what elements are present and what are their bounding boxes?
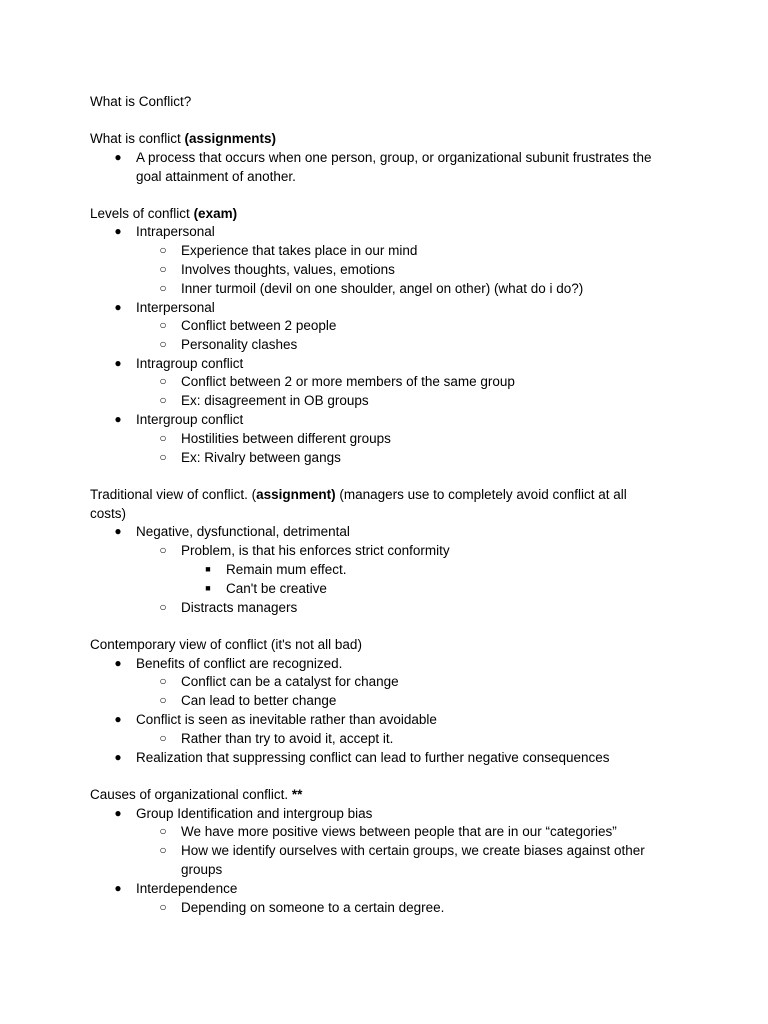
list-item: ○ We have more positive views between people that are in our “categories” xyxy=(181,822,768,841)
document-title: What is Conflict? xyxy=(90,94,192,109)
hollow-bullet-icon: ○ xyxy=(159,262,167,276)
section-heading-causes: Causes of organizational conflict. ** xyxy=(90,787,303,802)
section-heading-levels: Levels of conflict (exam) xyxy=(90,206,238,221)
hollow-bullet-icon: ○ xyxy=(159,900,167,914)
hollow-bullet-icon: ○ xyxy=(159,318,167,332)
bullet-icon: ● xyxy=(114,656,122,670)
hollow-bullet-icon: ○ xyxy=(159,337,167,351)
bullet-icon: ● xyxy=(114,300,122,314)
list-item: ■ Can't be creative xyxy=(226,579,768,598)
list-item: ● Intragroup conflict xyxy=(136,354,726,373)
list-item: ○ Inner turmoil (devil on one shoulder, angel on other) (what do i do?) xyxy=(181,279,768,298)
list-item: ○ Hostilities between different groups xyxy=(181,429,768,448)
hollow-bullet-icon: ○ xyxy=(159,543,167,557)
section-heading-contemporary-view: Contemporary view of conflict (it's not all bad) xyxy=(90,637,362,652)
hollow-bullet-icon: ○ xyxy=(159,600,167,614)
hollow-bullet-icon: ○ xyxy=(159,431,167,445)
hollow-bullet-icon: ○ xyxy=(159,824,167,838)
list-item: ■ Remain mum effect. xyxy=(226,560,768,579)
hollow-bullet-icon: ○ xyxy=(159,843,167,857)
bullet-icon: ● xyxy=(114,412,122,426)
bullet-icon: ● xyxy=(114,224,122,238)
hollow-bullet-icon: ○ xyxy=(159,693,167,707)
bullet-icon: ● xyxy=(114,881,122,895)
bullet-icon: ● xyxy=(114,712,122,726)
hollow-bullet-icon: ○ xyxy=(159,374,167,388)
list-item: ○ Can lead to better change xyxy=(181,691,768,710)
list-item-continuation: goal attainment of another. xyxy=(136,169,296,184)
hollow-bullet-icon: ○ xyxy=(159,674,167,688)
list-item: ○ How we identify ourselves with certain groups, we create biases against other xyxy=(181,841,768,860)
list-item: ○ Distracts managers xyxy=(181,598,768,617)
hollow-bullet-icon: ○ xyxy=(159,243,167,257)
list-item: ○ Conflict between 2 or more members of the same group xyxy=(181,372,768,391)
section-heading-traditional-view: Traditional view of conflict. (assignment) (managers use to completely avoid conflict at all xyxy=(90,487,627,502)
hollow-bullet-icon: ○ xyxy=(159,450,167,464)
list-item: ● A process that occurs when one person, group, or organizational subunit frustrates the xyxy=(136,148,726,167)
list-item: ○ Conflict between 2 people xyxy=(181,316,768,335)
square-bullet-icon: ■ xyxy=(205,583,211,593)
list-item: ○ Problem, is that his enforces strict conformity xyxy=(181,541,768,560)
list-item: ○ Personality clashes xyxy=(181,335,768,354)
list-item: ● Benefits of conflict are recognized. xyxy=(136,654,726,673)
bullet-icon: ● xyxy=(114,750,122,764)
hollow-bullet-icon: ○ xyxy=(159,281,167,295)
list-item: ○ Depending on someone to a certain degree. xyxy=(181,898,768,917)
list-item: ● Intrapersonal xyxy=(136,222,726,241)
list-item: ○ Experience that takes place in our mind xyxy=(181,241,768,260)
section-heading-what-is-conflict: What is conflict (assignments) xyxy=(90,131,277,146)
list-item-continuation: groups xyxy=(181,862,223,877)
hollow-bullet-icon: ○ xyxy=(159,393,167,407)
list-item: ● Interpersonal xyxy=(136,298,726,317)
list-item: ● Realization that suppressing conflict can lead to further negative consequences xyxy=(136,748,726,767)
list-item: ○ Ex: Rivalry between gangs xyxy=(181,448,768,467)
list-item: ○ Rather than try to avoid it, accept it. xyxy=(181,729,768,748)
list-item: ● Negative, dysfunctional, detrimental xyxy=(136,522,726,541)
list-item: ● Intergroup conflict xyxy=(136,410,726,429)
bullet-icon: ● xyxy=(114,356,122,370)
list-item: ○ Involves thoughts, values, emotions xyxy=(181,260,768,279)
square-bullet-icon: ■ xyxy=(205,564,211,574)
hollow-bullet-icon: ○ xyxy=(159,731,167,745)
list-item: ● Conflict is seen as inevitable rather than avoidable xyxy=(136,710,726,729)
list-item: ● Group Identification and intergroup bias xyxy=(136,804,726,823)
list-item: ○ Ex: disagreement in OB groups xyxy=(181,391,768,410)
section-heading-continuation: costs) xyxy=(90,506,127,521)
bullet-icon: ● xyxy=(114,524,122,538)
list-item: ○ Conflict can be a catalyst for change xyxy=(181,672,768,691)
list-item: ● Interdependence xyxy=(136,879,726,898)
bullet-icon: ● xyxy=(114,150,122,164)
bullet-icon: ● xyxy=(114,806,122,820)
